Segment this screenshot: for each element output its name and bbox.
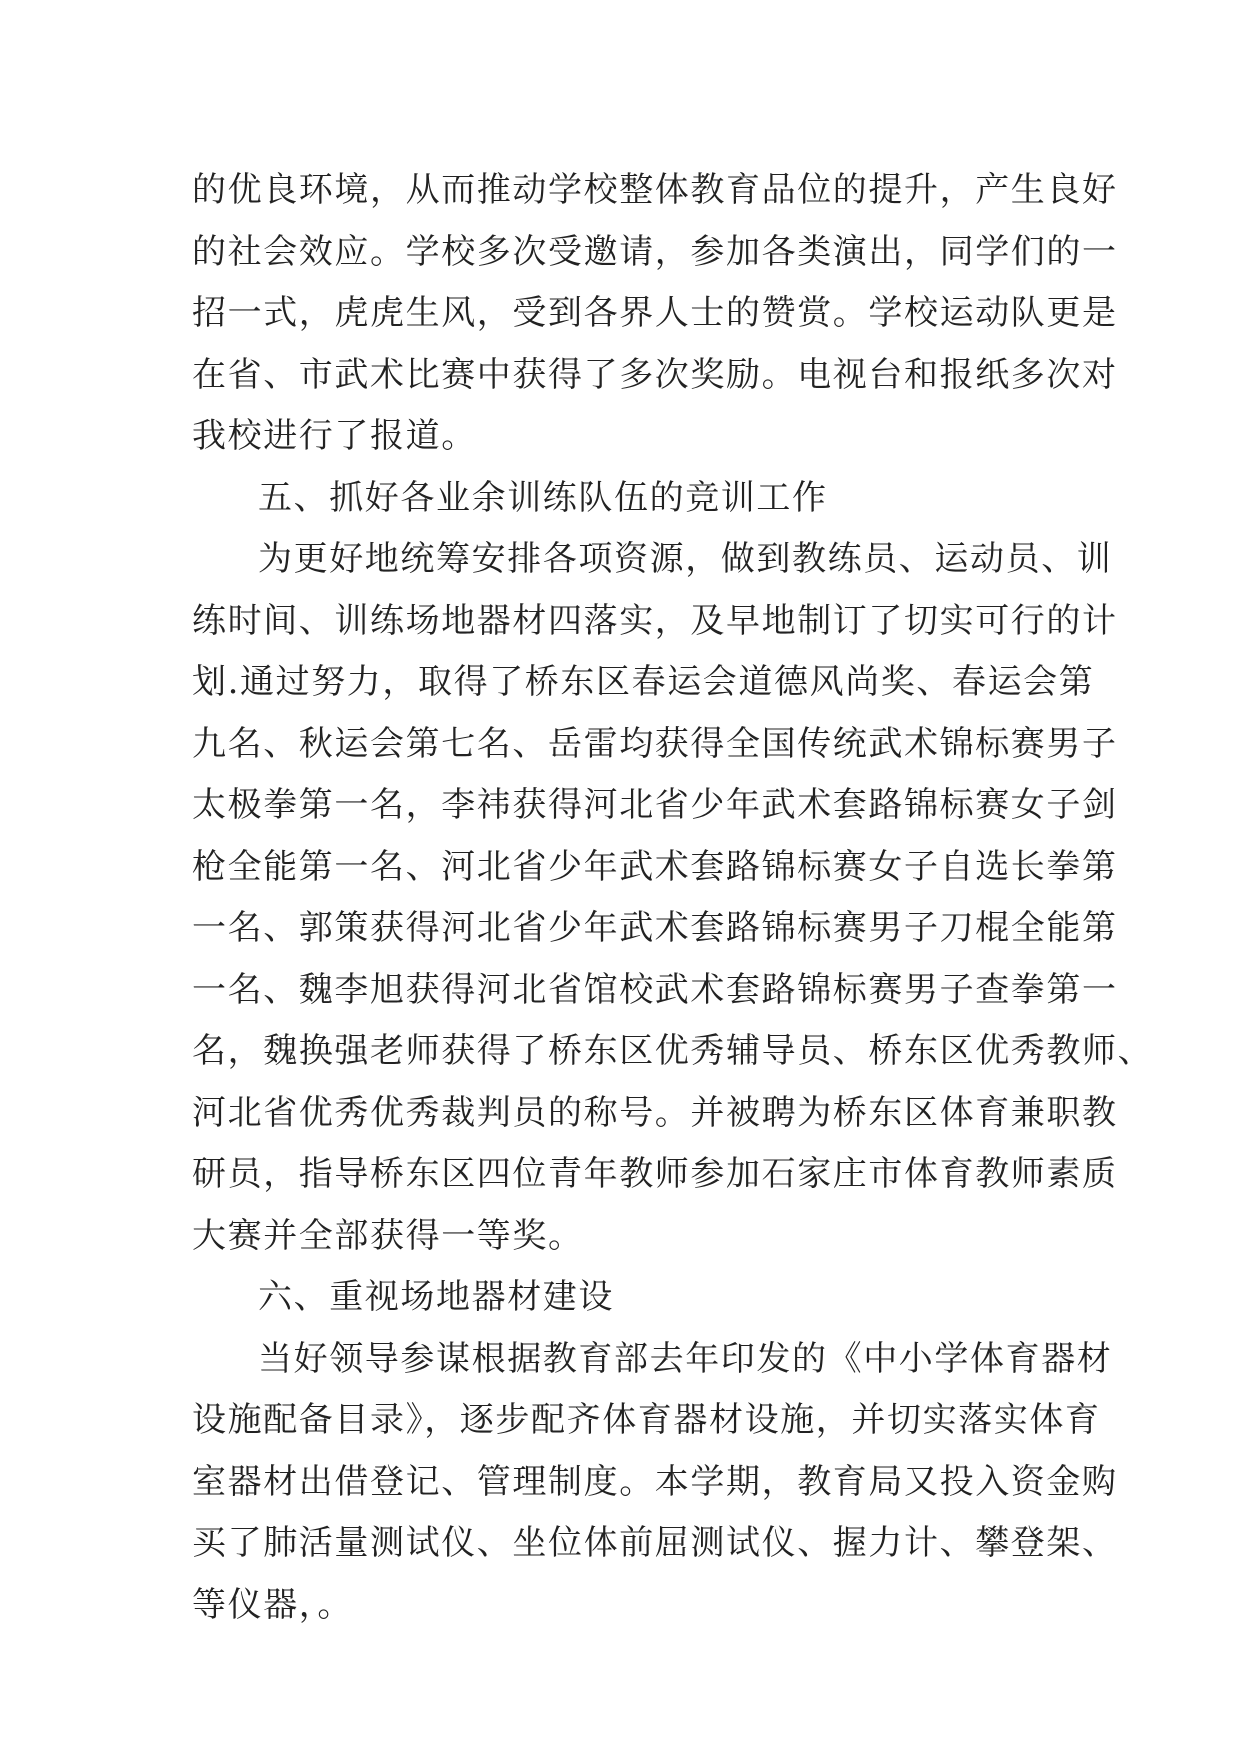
text-line: 一名、魏李旭获得河北省馆校武术套路锦标赛男子查拳第一	[192, 969, 1118, 1010]
text-line: 等仪器，。	[192, 1584, 353, 1625]
text-line: 大赛并全部获得一等奖。	[192, 1215, 584, 1256]
text-line: 在省、市武术比赛中获得了多次奖励。电视台和报纸多次对	[192, 354, 1118, 395]
text-line: 太极拳第一名，李祎获得河北省少年武术套路锦标赛女子剑	[192, 785, 1118, 825]
text-line: 名，魏换强老师获得了桥东区优秀辅导员、桥东区优秀教师、	[192, 1031, 1154, 1071]
text-line: 研员，指导桥东区四位青年教师参加石家庄市体育教师素质	[192, 1154, 1118, 1194]
text-line: 枪全能第一名、河北省少年武术套路锦标赛女子自选长拳第	[192, 846, 1118, 887]
text-line: 设施配备目录》，逐步配齐体育器材设施，并切实落实体育	[192, 1400, 1101, 1440]
text-line: 一名、郭策获得河北省少年武术套路锦标赛男子刀棍全能第	[192, 908, 1118, 948]
text-line: 的社会效应。学校多次受邀请，参加各类演出，同学们的一	[192, 231, 1118, 272]
paragraph-first-line: 当好领导参谋根据教育部去年印发的《中小学体育器材	[258, 1338, 1113, 1379]
text-line: 买了肺活量测试仪、坐位体前屈测试仪、握力计、攀登架、	[192, 1523, 1118, 1563]
text-line: 九名、秋运会第七名、岳雷均获得全国传统武术锦标赛男子	[192, 723, 1118, 764]
section-heading-6: 六、重视场地器材建设	[258, 1277, 614, 1317]
section-heading-5: 五、抓好各业余训练队伍的竞训工作	[258, 477, 828, 518]
text-line: 我校进行了报道。	[192, 416, 477, 456]
text-line: 招一式，虎虎生风，受到各界人士的赞赏。学校运动队更是	[192, 293, 1118, 333]
document-body	[192, 160, 1154, 1636]
paragraph-first-line: 为更好地统筹安排各项资源，做到教练员、运动员、训	[258, 539, 1113, 579]
text-line: 室器材出借登记、管理制度。本学期，教育局又投入资金购	[192, 1461, 1118, 1502]
text-line: 河北省优秀优秀裁判员的称号。并被聘为桥东区体育兼职教	[192, 1092, 1118, 1133]
text-line: 练时间、训练场地器材四落实，及早地制订了切实可行的计	[192, 600, 1118, 641]
text-line: 的优良环境，从而推动学校整体教育品位的提升，产生良好	[192, 170, 1118, 210]
text-line: 划.通过努力，取得了桥东区春运会道德风尚奖、春运会第	[192, 662, 1095, 702]
